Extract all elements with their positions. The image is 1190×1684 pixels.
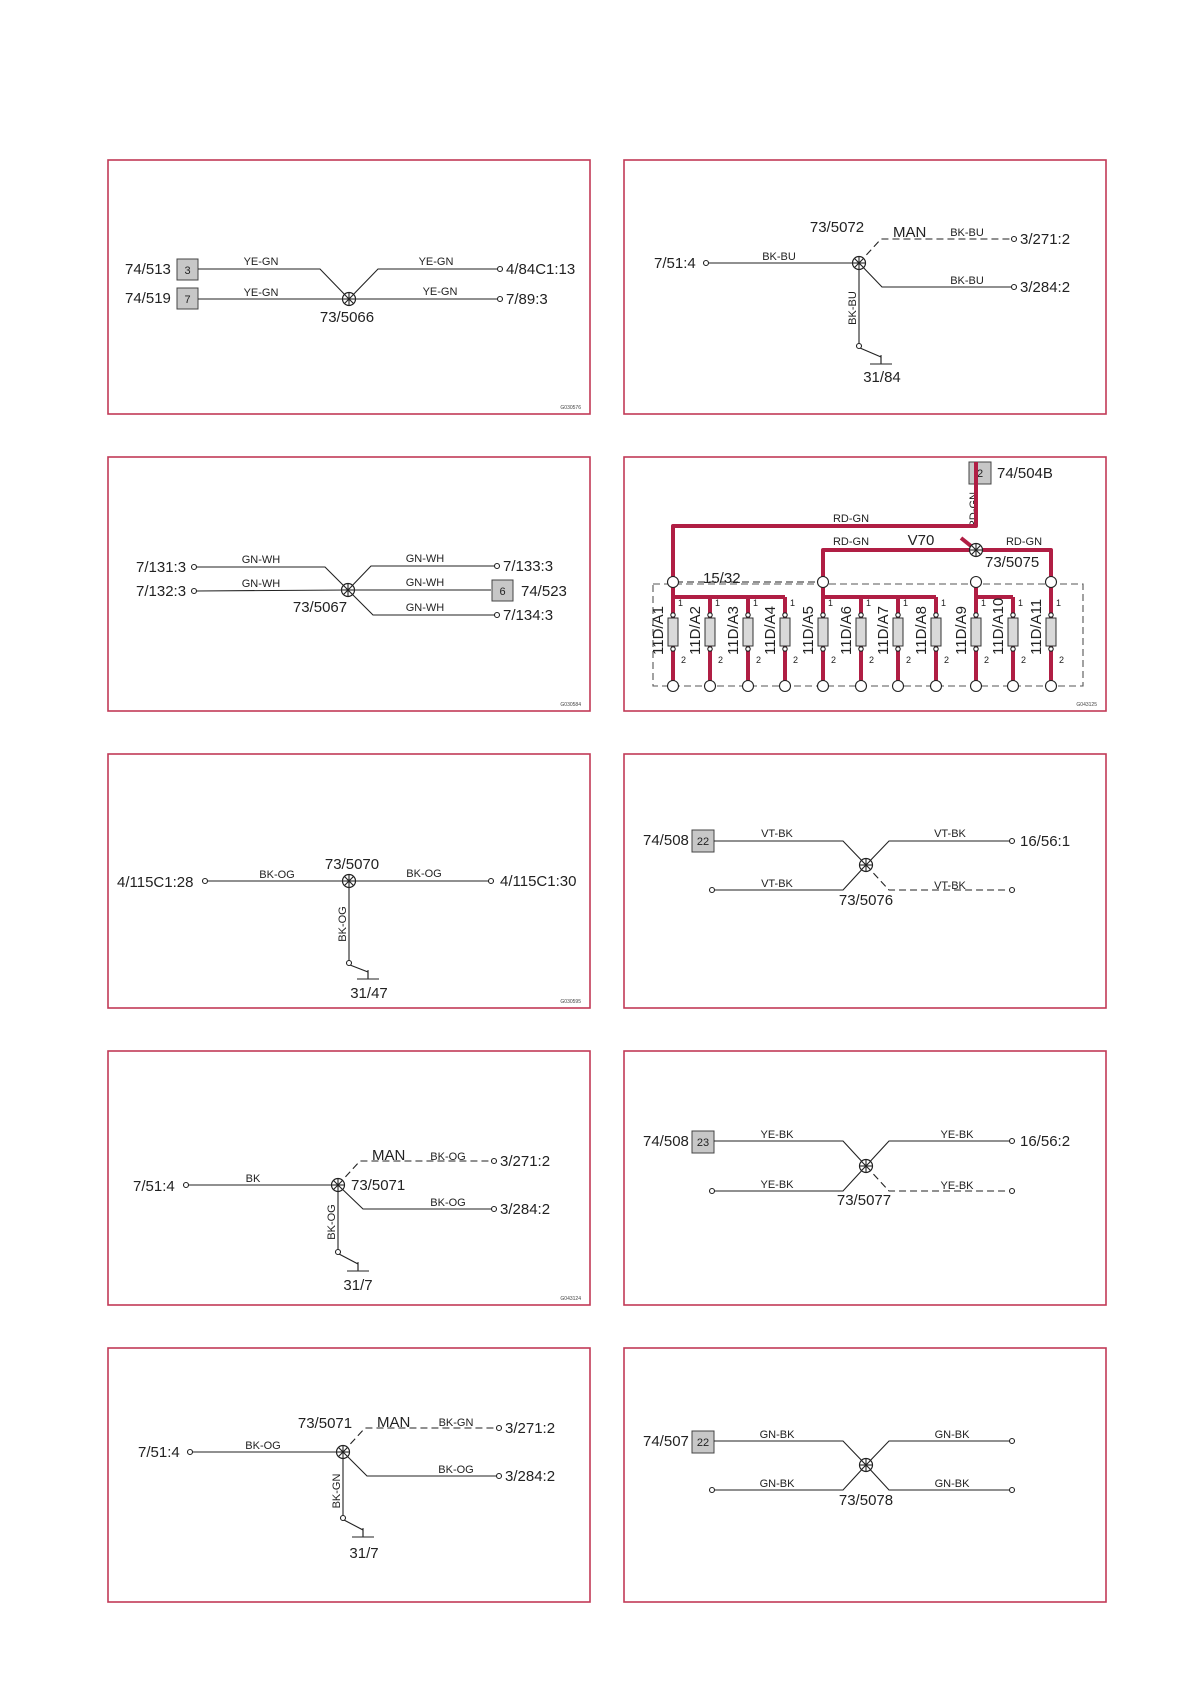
source-label: 7/51:4 — [654, 255, 696, 272]
fuse-output-terminal — [743, 681, 754, 692]
wire-color-label: BK-OG — [430, 1151, 466, 1163]
wire-color-label: GN-WH — [405, 602, 445, 614]
wire — [350, 965, 368, 978]
pin-number: 6 — [499, 586, 506, 598]
wire — [866, 841, 1010, 865]
splice-label: 73/5071 — [351, 1177, 406, 1194]
splice-node-icon — [970, 544, 983, 557]
fuse-icon — [818, 618, 828, 646]
fuse-pin-label: 1 — [981, 598, 987, 608]
wire-color-label: YE-BK — [760, 1129, 794, 1141]
fuse-pin-label: 1 — [866, 598, 872, 608]
wire-color-label: BK-BU — [847, 291, 859, 325]
splice-node-icon — [860, 1160, 873, 1173]
fuse-pin-label: 2 — [756, 655, 762, 665]
panel-frame — [624, 1348, 1106, 1602]
splice-label: 73/5072 — [809, 219, 865, 236]
terminal-circle-icon — [336, 1250, 341, 1255]
fuse-icon — [971, 618, 981, 646]
terminal-circle-icon — [1010, 1189, 1015, 1194]
splice-label: 73/5070 — [324, 856, 380, 873]
fuse-pin-label: 2 — [681, 655, 687, 665]
wire-color-label: BK-OG — [259, 869, 295, 881]
panel-10 — [624, 1348, 1106, 1602]
wire-color-label: GN-BK — [934, 1478, 970, 1490]
wire-color-label: BK-BU — [950, 227, 984, 239]
panel-3 — [108, 457, 590, 711]
wire — [343, 1452, 497, 1476]
panel-9 — [108, 1348, 590, 1602]
fuse-pin-label: 2 — [718, 655, 724, 665]
destination-label: 4/115C1:30 — [500, 873, 577, 890]
fuse-label: 11D/A9 — [953, 606, 970, 655]
fuse-label: 11D/A6 — [838, 606, 855, 655]
connector-label: 74/508 — [643, 1133, 689, 1150]
source-label: 4/115C1:28 — [117, 874, 194, 891]
fuse-output-terminal — [780, 681, 791, 692]
splice-node-icon — [343, 875, 356, 888]
splice-node-icon — [860, 1459, 873, 1472]
fuse-icon — [780, 618, 790, 646]
terminal-circle-icon — [704, 261, 709, 266]
wire — [196, 590, 348, 591]
wire-color-label: BK-GN — [331, 1473, 343, 1509]
fuse-pin-label: 2 — [984, 655, 990, 665]
terminal-circle-icon — [896, 613, 900, 617]
wire-color-label: YE-BK — [940, 1180, 974, 1192]
terminal-circle-icon — [498, 267, 503, 272]
terminal-circle-icon — [1010, 839, 1015, 844]
fuse-label: 11D/A5 — [800, 606, 817, 655]
fuse-pin-label: 1 — [1056, 598, 1062, 608]
bus-terminal — [668, 577, 679, 588]
wire-color-label: GN-WH — [405, 577, 445, 589]
terminal-circle-icon — [896, 647, 900, 651]
wire — [714, 1141, 866, 1166]
terminal-circle-icon — [746, 613, 750, 617]
terminal-circle-icon — [671, 613, 675, 617]
terminal-circle-icon — [859, 613, 863, 617]
fuse-label: 11D/A2 — [687, 606, 704, 655]
terminal-circle-icon — [192, 565, 197, 570]
splice-node-icon — [342, 584, 355, 597]
ground-symbol-icon — [870, 355, 892, 364]
pin-number: 22 — [696, 1437, 710, 1449]
fuse-label: 11D/A1 — [650, 606, 667, 655]
fuse-output-terminal — [931, 681, 942, 692]
fuse-output-terminal — [818, 681, 829, 692]
connector-label: 74/519 — [125, 290, 171, 307]
fuse-output-terminal — [856, 681, 867, 692]
panel-4 — [624, 457, 1106, 711]
fuse-pin-label: 1 — [1018, 598, 1024, 608]
wire-color-label: BK-OG — [245, 1440, 281, 1452]
fuse-pin-label: 2 — [1021, 655, 1027, 665]
splice-node-icon — [332, 1179, 345, 1192]
wire-color-label: YE-BK — [760, 1179, 794, 1191]
wire-color-label: RD-GN — [832, 513, 870, 525]
fuse-output-terminal — [893, 681, 904, 692]
splice-label: 73/5076 — [838, 892, 894, 909]
fuse-label: 11D/A3 — [725, 606, 742, 655]
wire-color-label: BK-GN — [438, 1417, 474, 1429]
fuse-pin-label: 1 — [828, 598, 834, 608]
terminal-circle-icon — [934, 647, 938, 651]
destination-label: 3/271:2 — [500, 1153, 551, 1170]
wire-color-label: BK-BU — [762, 251, 796, 263]
panel-frame — [108, 1051, 590, 1305]
terminal-circle-icon — [341, 1516, 346, 1521]
wire-color-label: YE-GN — [243, 256, 279, 268]
wire — [860, 348, 881, 363]
fuse-pin-label: 1 — [753, 598, 759, 608]
wire-color-label: BK-OG — [430, 1197, 466, 1209]
drawing-code: G043124 — [560, 1296, 581, 1302]
terminal-circle-icon — [934, 613, 938, 617]
fuse-label: 11D/A4 — [762, 606, 779, 655]
terminal-circle-icon — [821, 613, 825, 617]
wire-color-label: YE-GN — [418, 256, 454, 268]
fuse-icon — [856, 618, 866, 646]
destination-label: 16/56:1 — [1020, 833, 1071, 850]
fuse-pin-label: 2 — [906, 655, 912, 665]
terminal-circle-icon — [746, 647, 750, 651]
fuse-pin-label: 2 — [831, 655, 837, 665]
fuse-output-terminal — [1046, 681, 1057, 692]
terminal-circle-icon — [497, 1426, 502, 1431]
wire-color-label: GN-WH — [241, 554, 281, 566]
terminal-circle-icon — [495, 564, 500, 569]
terminal-circle-icon — [1049, 613, 1053, 617]
wire — [339, 1254, 358, 1270]
pin-number: 7 — [184, 294, 191, 306]
terminal-circle-icon — [821, 647, 825, 651]
terminal-circle-icon — [1010, 888, 1015, 893]
wire — [714, 1441, 866, 1465]
fuse-pin-label: 1 — [941, 598, 947, 608]
fuse-icon — [1008, 618, 1018, 646]
terminal-circle-icon — [1011, 613, 1015, 617]
terminal-circle-icon — [492, 1159, 497, 1164]
wire-color-label: BK-OG — [438, 1464, 474, 1476]
splice-label: 73/5067 — [292, 599, 348, 616]
wire-color-label: YE-BK — [940, 1129, 974, 1141]
destination-label: 74/523 — [521, 583, 567, 600]
splice-label: 73/5075 — [985, 554, 1040, 571]
fuse-pin-label: 1 — [715, 598, 721, 608]
splice-label: 73/5077 — [836, 1192, 892, 1209]
panel-frame — [624, 1051, 1106, 1305]
pin-number: 23 — [696, 1137, 710, 1149]
destination-label: 7/89:3 — [506, 291, 548, 308]
terminal-circle-icon — [1012, 237, 1017, 242]
wire-color-label: RD-GN — [1005, 536, 1043, 548]
fuse-label: 11D/A10 — [990, 597, 1007, 655]
connector-label: 74/507 — [643, 1433, 689, 1450]
panel-frame — [624, 754, 1106, 1008]
pin-number: 2 — [976, 468, 984, 480]
wire-color-label: RD-GN — [832, 536, 870, 548]
fuse-output-terminal — [668, 681, 679, 692]
fuse-pin-label: 2 — [869, 655, 875, 665]
fuse-pin-label: 2 — [1059, 655, 1065, 665]
fuse-pin-label: 2 — [944, 655, 950, 665]
terminal-circle-icon — [1011, 647, 1015, 651]
source-label: 7/131:3 — [136, 559, 187, 576]
ground-label: 31/47 — [350, 985, 388, 1002]
destination-label: 7/134:3 — [503, 607, 554, 624]
fuse-icon — [668, 618, 678, 646]
panel-2 — [624, 160, 1106, 414]
terminal-circle-icon — [783, 647, 787, 651]
optional-wire — [343, 1428, 497, 1452]
panel-8 — [624, 1051, 1106, 1305]
splice-label: 73/5078 — [838, 1492, 894, 1509]
terminal-circle-icon — [192, 589, 197, 594]
panel-5 — [108, 754, 590, 1008]
wire-color-label: GN-WH — [405, 553, 445, 565]
wire-color-label: GN-BK — [759, 1478, 795, 1490]
terminal-circle-icon — [184, 1183, 189, 1188]
terminal-circle-icon — [498, 297, 503, 302]
connector-label: 74/513 — [125, 261, 171, 278]
wire-color-label: BK-OG — [406, 868, 442, 880]
ground-symbol-icon — [357, 970, 379, 979]
splice-label: 73/5066 — [319, 309, 375, 326]
ground-label: 31/84 — [863, 369, 901, 386]
source-label: 7/132:3 — [136, 583, 187, 600]
terminal-circle-icon — [492, 1207, 497, 1212]
terminal-circle-icon — [1010, 1139, 1015, 1144]
optional-wire — [859, 239, 1012, 263]
destination-label: 3/284:2 — [505, 1468, 556, 1485]
panel-7 — [108, 1051, 590, 1305]
splice-node-icon — [860, 859, 873, 872]
terminal-circle-icon — [1049, 647, 1053, 651]
pin-number: 3 — [184, 265, 191, 277]
destination-label: 4/84C1:13 — [506, 261, 576, 278]
terminal-circle-icon — [188, 1450, 193, 1455]
destination-label: 3/284:2 — [500, 1201, 551, 1218]
fuse-label: 11D/A8 — [913, 606, 930, 655]
wire — [866, 1141, 1010, 1166]
terminal-circle-icon — [974, 647, 978, 651]
source-label: 7/51:4 — [133, 1178, 175, 1195]
splice-node-icon — [337, 1446, 350, 1459]
model-label: V70 — [907, 532, 935, 549]
fuse-icon — [705, 618, 715, 646]
destination-label: 3/271:2 — [505, 1420, 556, 1437]
wire-color-label: VT-BK — [761, 828, 793, 840]
wire — [344, 1520, 363, 1536]
panel-6 — [624, 754, 1106, 1008]
wire-color-label: BK-OG — [326, 1204, 338, 1240]
terminal-circle-icon — [974, 613, 978, 617]
wire-color-label: BK-BU — [950, 275, 984, 287]
destination-label: 7/133:3 — [503, 558, 554, 575]
fuse-pin-label: 1 — [903, 598, 909, 608]
terminal-circle-icon — [710, 1189, 715, 1194]
terminal-circle-icon — [489, 879, 494, 884]
fuse-icon — [1046, 618, 1056, 646]
bus-label: 15/32 — [703, 570, 741, 587]
fuse-label: 11D/A11 — [1028, 598, 1045, 655]
fuse-output-terminal — [705, 681, 716, 692]
bus-terminal — [971, 577, 982, 588]
terminal-circle-icon — [708, 613, 712, 617]
terminal-circle-icon — [497, 1474, 502, 1479]
destination-label: 3/284:2 — [1020, 279, 1071, 296]
fuse-icon — [893, 618, 903, 646]
drawing-code: G030584 — [560, 702, 581, 708]
panel-1 — [108, 160, 590, 414]
wire-color-label: GN-BK — [759, 1429, 795, 1441]
terminal-circle-icon — [671, 647, 675, 651]
wire-color-label: BK — [245, 1173, 261, 1185]
wire-color-label: YE-GN — [243, 287, 279, 299]
wire-color-label: BK-OG — [337, 906, 349, 942]
ground-label: 31/7 — [349, 1545, 379, 1562]
fuse-output-terminal — [1008, 681, 1019, 692]
fuse-pin-label: 1 — [790, 598, 796, 608]
terminal-circle-icon — [495, 613, 500, 618]
terminal-circle-icon — [708, 647, 712, 651]
terminal-circle-icon — [1012, 285, 1017, 290]
wire-color-label: VT-BK — [761, 878, 793, 890]
fuse-pin-label: 1 — [678, 598, 684, 608]
drawing-code: G030576 — [560, 405, 581, 411]
splice-label: 73/5071 — [297, 1415, 353, 1432]
connector-label: 74/508 — [643, 832, 689, 849]
wire — [866, 1441, 1010, 1465]
wire — [859, 263, 1012, 287]
terminal-circle-icon — [710, 888, 715, 893]
splice-node-icon — [343, 293, 356, 306]
pin-number: 22 — [696, 836, 710, 848]
terminal-circle-icon — [1010, 1439, 1015, 1444]
bus-terminal — [1046, 577, 1057, 588]
wire-color-label: RD-GN — [968, 491, 980, 529]
wire-color-label: YE-GN — [422, 286, 458, 298]
fuse-output-terminal — [971, 681, 982, 692]
ground-label: 31/7 — [343, 1277, 373, 1294]
variant-label: MAN — [372, 1147, 406, 1164]
destination-label: 3/271:2 — [1020, 231, 1071, 248]
ground-symbol-icon — [352, 1528, 374, 1537]
wire-color-label: GN-WH — [241, 578, 281, 590]
terminal-circle-icon — [203, 879, 208, 884]
bus-terminal — [818, 577, 829, 588]
wire-color-label: GN-BK — [934, 1429, 970, 1441]
splice-node-icon — [853, 257, 866, 270]
destination-label: 16/56:2 — [1020, 1133, 1071, 1150]
fuse-icon — [931, 618, 941, 646]
terminal-circle-icon — [1010, 1488, 1015, 1493]
optional-wire — [866, 1166, 1010, 1191]
ground-symbol-icon — [347, 1262, 369, 1271]
wire-color-label: VT-BK — [934, 880, 966, 892]
terminal-circle-icon — [859, 647, 863, 651]
wire — [714, 841, 866, 865]
fuse-label: 11D/A7 — [875, 606, 892, 655]
variant-label: MAN — [377, 1414, 411, 1431]
fuse-pin-label: 2 — [793, 655, 799, 665]
terminal-circle-icon — [783, 613, 787, 617]
terminal-circle-icon — [710, 1488, 715, 1493]
connector-label: 74/504B — [997, 465, 1053, 482]
drawing-code: G030595 — [560, 999, 581, 1005]
source-label: 7/51:4 — [138, 1444, 180, 1461]
fuse-icon — [743, 618, 753, 646]
wire-color-label: VT-BK — [934, 828, 966, 840]
variant-label: MAN — [893, 224, 927, 241]
drawing-code: G043125 — [1076, 702, 1097, 708]
panel-frame — [108, 160, 590, 414]
